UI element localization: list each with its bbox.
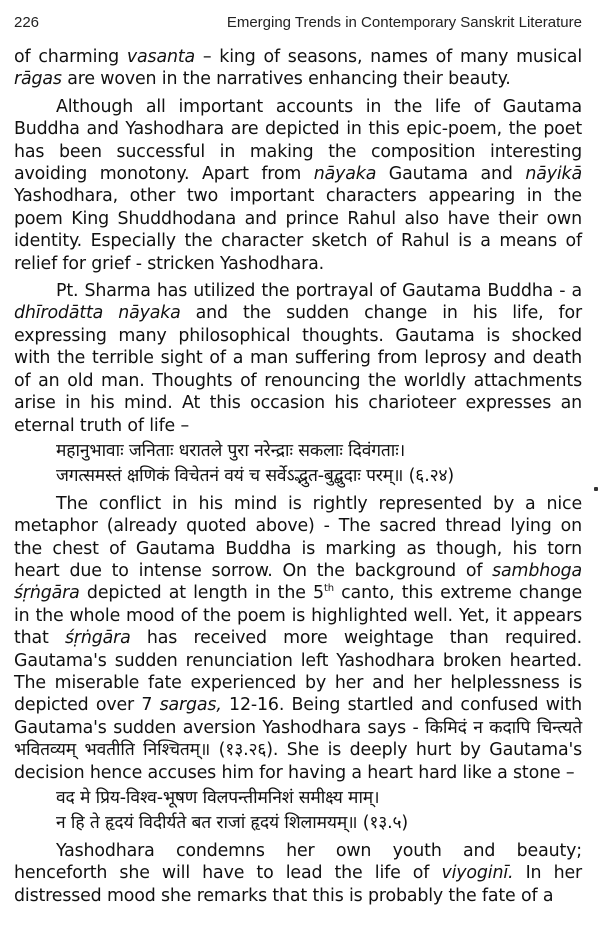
paragraph-1: of charming vasanta – king of seasons, names of many musical rāgas are woven in the narratives enhancing their beauty. <box>14 47 582 90</box>
verse-1-line-1: महानुभावाः जनिताः धरातले पुरा नरेन्द्राः सकलाः दिवंगताः। <box>56 440 406 461</box>
paragraph-5: Yashodhara condemns her own youth and beauty; henceforth she will have to lead the life of viyoginī. In her distressed mood she remarks that this is probably the fate of a <box>14 840 582 906</box>
verse-1-line-2: जगत्समस्तं क्षणिकं विचेतनं वयं च सर्वेऽद्भुत-बुद्बुदाः परम्॥ (६.२४) <box>56 466 454 487</box>
running-title: Emerging Trends in Contemporary Sanskrit Literature <box>226 14 582 31</box>
page-header <box>14 14 582 36</box>
paragraph-4: The conflict in his mind is rightly represented by a nice metaphor (already quoted above) - The sacred thread lying on the chest of Gautama Buddha is marking as though, his torn heart due to intense sorrow. On the background of sambhoga śṛṅgāra depicted at length in the 5th canto, this extreme change in the whole mood of the poem is highlighted well. Yet, it appears that śṛṅgāra has received more weightage than required. Gautama's sudden renunciation left Yashodhara broken hearted. The miserable fate experienced by her and her helplessness is depicted over 7 sargas, 12-16. Being startled and confused with Gautama's sudden aversion Yashodhara says - किमिदं न कदापि चिन्त्यते भवितव्यम् भवतीति निश्चितम्॥ (१३.२६). She is deeply hurt by Gautama's decision hence accuses him for having a heart hard like a stone – <box>14 493 583 783</box>
paragraph-2: Although all important accounts in the life of Gautama Buddha and Yashodhara are depicted in this epic-poem, the poet has been successful in making the composition interesting avoiding monotony. Apart from nāyaka Gautama and nāyikā Yashodhara, other two important characters appearing in the poem King Shuddhodana and prince Rahul also have their own identity. Especially the character sketch of Rahul is a means of relief for grief - stricken Yashodhara. <box>14 96 582 274</box>
verse-2-line-1: वद मे प्रिय-विश्व-भूषण विलपन्तीमनिशं समीक्ष्य माम्। <box>56 788 380 808</box>
page-body <box>14 46 582 907</box>
verse-2-line-2: न हि ते हृदयं विदीर्यते बत राजां हृदयं शिलामयम्॥ (१३.५) <box>56 813 409 834</box>
paragraph-3: Pt. Sharma has utilized the portrayal of Gautama Buddha - a dhīrodātta nāyaka and the sudden change in his life, for expressing many philosophical thoughts. Gautama is shocked with the terrible sight of a man suffering from leprosy and death of an old man. Thoughts of renouncing the worldly attachments arise in his mind. At this occasion his charioteer expresses an eternal truth of life – <box>14 281 582 436</box>
page-number: 226 <box>14 14 40 31</box>
margin-mark <box>594 487 598 491</box>
